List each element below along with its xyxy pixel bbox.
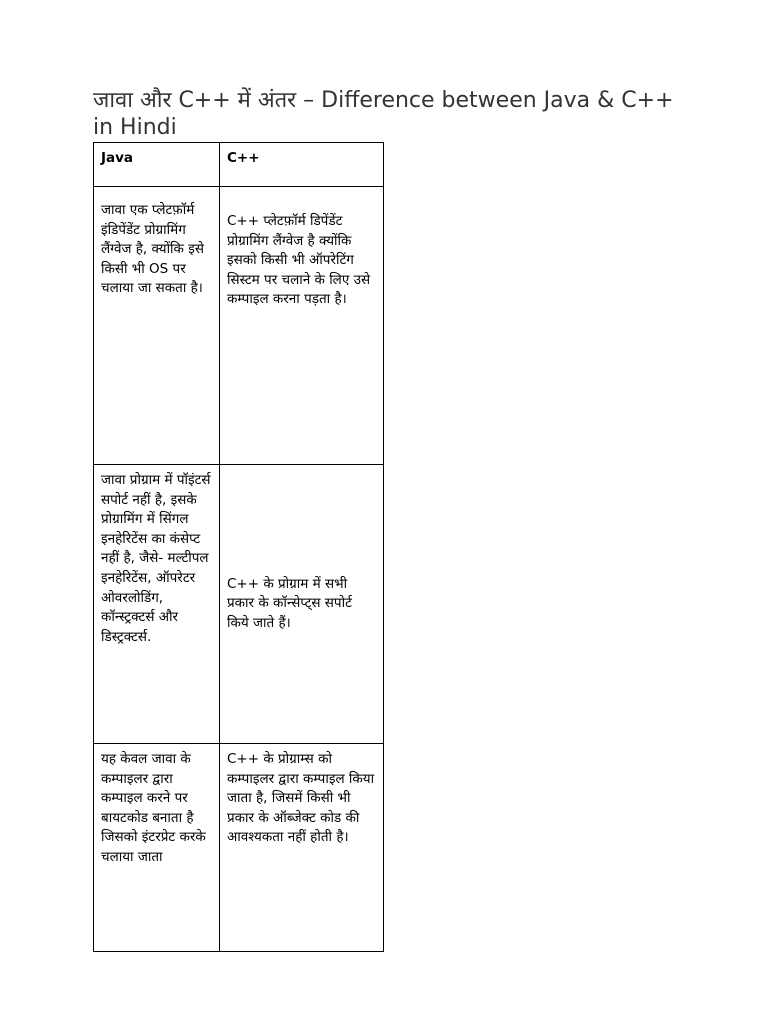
java-cell: यह केवल जावा के कम्पाइलर द्वारा कम्पाइल करने पर बायटकोड बनाता है जिसको इंटरप्रेट करके चलाया जाता xyxy=(94,744,220,952)
column-header-cpp: C++ xyxy=(220,143,384,187)
table-header-row xyxy=(94,143,384,187)
column-header-java: Java xyxy=(94,143,220,187)
comparison-table xyxy=(93,142,384,952)
java-cell: जावा एक प्लेटफ़ॉर्म इंडिपेंडेंट प्रोग्रामिंग लैंग्वेज है, क्योंकि इसे किसी भी OS पर चलाया जा सकता है। xyxy=(94,187,220,465)
table-row xyxy=(94,187,384,465)
table-row xyxy=(94,744,384,952)
cpp-cell: C++ के प्रोग्राम्स को कम्पाइलर द्वारा कम्पाइल किया जाता है, जिसमें किसी भी प्रकार के ऑब्जेक्ट कोड की आवश्यकता नहीं होती है। xyxy=(220,744,384,952)
page-title: जावा और C++ में अंतर – Difference between Java & C++ in Hindi xyxy=(93,88,674,140)
table-row xyxy=(94,465,384,744)
cpp-cell: C++ प्लेटफ़ॉर्म डिपेंडेंट प्रोग्रामिंग लैंग्वेज है क्योंकि इसको किसी भी ऑपरेटिंग सिस्टम पर चलाने के लिए उसे कम्पाइल करना पड़ता है। xyxy=(220,187,384,465)
java-cell: जावा प्रोग्राम में पॉइंटर्स सपोर्ट नहीं है, इसके प्रोग्रामिंग में सिंगल इनहेरिटेंस का कंसेप्ट नहीं है, जैसे- मल्टीपल इनहेरिटेंस, ऑपरेटर ओवरलोडिंग, कॉन्स्ट्रक्टर्स और डिस्ट्रक्टर्स. xyxy=(94,465,220,744)
cpp-cell: C++ के प्रोग्राम में सभी प्रकार के कॉन्सेप्ट्स सपोर्ट किये जाते हैं। xyxy=(220,465,384,744)
